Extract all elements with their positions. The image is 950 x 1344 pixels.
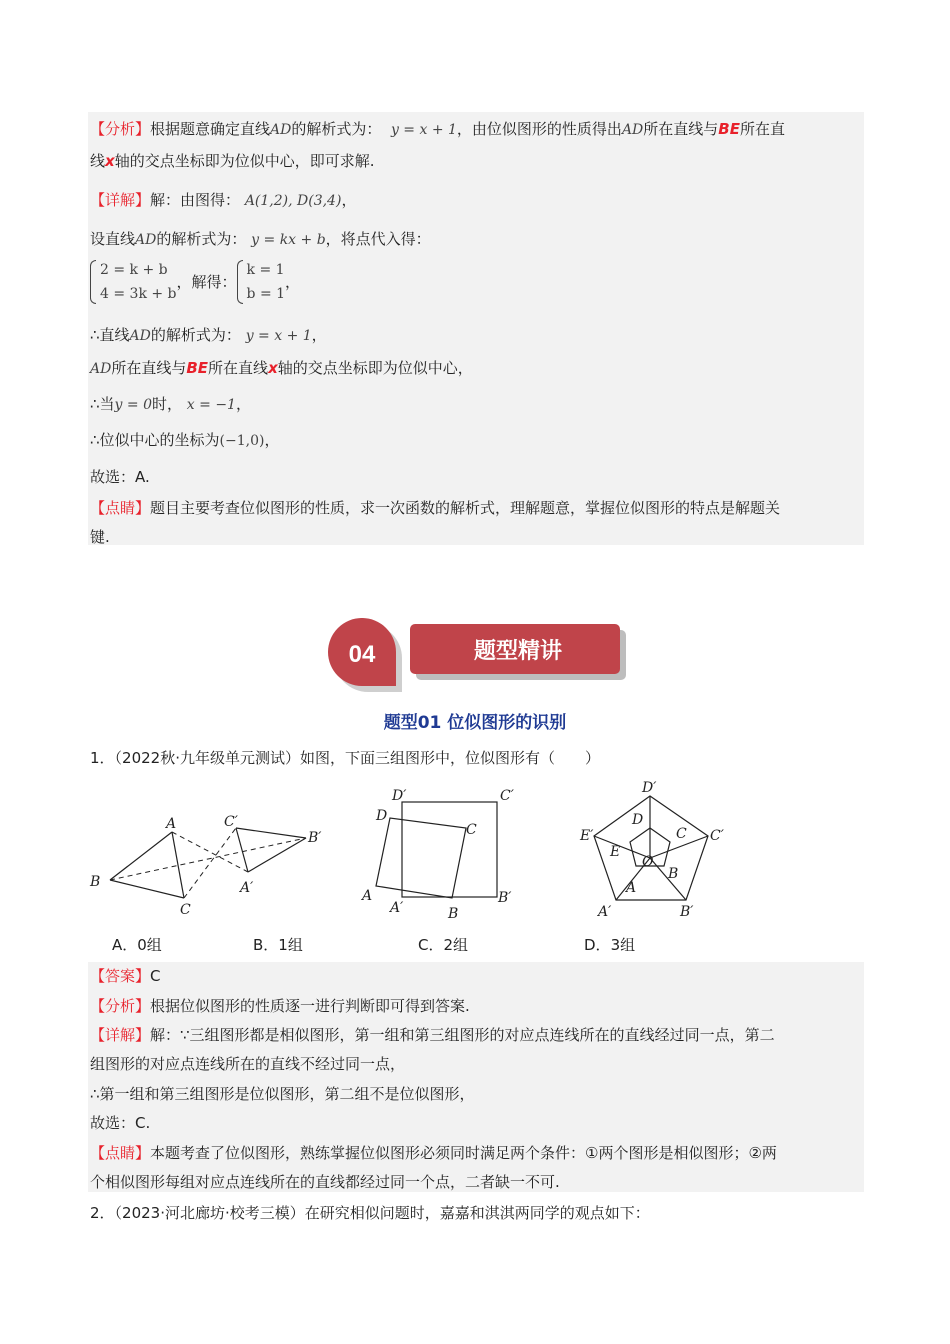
detail-line-therefore-1: ∴直线AD的解析式为： y = x + 1，: [90, 326, 327, 344]
fig2-label-A-prime: A′: [390, 900, 404, 916]
option-d[interactable]: D．3组: [584, 936, 636, 954]
fig1-label-C-prime: C′: [224, 814, 238, 830]
fig2-label-C: C: [466, 822, 477, 838]
fig2-label-A: A: [362, 888, 373, 904]
banner-label: 题型精讲: [473, 639, 563, 664]
fig3-label-A: A: [626, 880, 637, 896]
fig3-label-A-prime: A′: [598, 904, 612, 920]
section-title: 题型01 位似图形的识别: [383, 713, 567, 733]
fig1-label-C: C: [180, 902, 191, 918]
banner-number: 04: [348, 641, 376, 668]
comment-line-2: 键.: [90, 528, 110, 546]
detail-line-choose: 故选：A.: [90, 468, 150, 486]
fig1-label-B-prime: B′: [308, 830, 322, 846]
q1-answer-line: 【答案】C: [90, 967, 161, 985]
q1-comment-line-1: 【点睛】本题考查了位似图形，熟练掌握位似图形必须同时满足两个条件：①两个图形是相似图形；②两: [90, 1144, 777, 1162]
fig3-label-C: C: [676, 826, 687, 842]
detail-line-2: 设直线AD的解析式为： y = kx + b，将点代入得：: [90, 230, 431, 248]
comment-line-1: 【点睛】题目主要考查位似图形的性质，求一次函数的解析式，理解题意，掌握位似图形的特点是解题关: [90, 499, 781, 517]
detail-line-1: 【详解】解：由图得： A(1,2), D(3,4)，: [90, 191, 357, 209]
fig3-label-E-prime: E′: [580, 828, 594, 844]
equation-system-line: 2 = k + b 4 = 3k + b ，解得： k = 1 b = 1 ，: [90, 258, 300, 306]
q1-detail-line-3: ∴第一组和第三组图形是位似图形，第二组不是位似图形，: [90, 1085, 475, 1103]
fig2-label-B: B: [448, 906, 459, 922]
analysis-line-1: 【分析】根据题意确定直线AD的解析式为： y = x + 1，由位似图形的性质得出AD所在直线与BE所在直: [90, 120, 785, 138]
detail-line-center: ∴位似中心的坐标为(−1,0)，: [90, 431, 280, 449]
q1-detail-line-1: 【详解】解：∵三组图形都是相似图形，第一组和第三组图形的对应点连线所在的直线经过同一点，第二: [90, 1026, 775, 1044]
analysis-line-2: 线x轴的交点坐标即为位似中心，即可求解.: [90, 152, 375, 170]
figure-group-3: [578, 780, 748, 925]
option-a[interactable]: A．0组: [112, 936, 162, 954]
section-banner: [322, 618, 632, 698]
question-2-text: 2．（2023·河北廊坊·校考三模）在研究相似问题时，嘉嘉和淇淇两同学的观点如下：: [90, 1204, 650, 1222]
figure-group-2: [356, 780, 526, 925]
fig2-label-D-prime: D′: [392, 788, 407, 804]
detail-line-ad-be: AD所在直线与BE所在直线x轴的交点坐标即为位似中心，: [90, 359, 473, 377]
q1-detail-line-4: 故选：C.: [90, 1114, 151, 1132]
fig3-label-E: E: [610, 844, 621, 860]
option-c[interactable]: C．2组: [418, 936, 469, 954]
fig3-label-B: B: [668, 866, 679, 882]
q1-detail-line-2: 组图形的对应点连线所在的直线不经过同一点，: [90, 1055, 406, 1073]
fig2-label-D: D: [376, 808, 388, 824]
fig3-label-C-prime: C′: [710, 828, 724, 844]
option-b[interactable]: B．1组: [253, 936, 303, 954]
fig3-label-D: D: [632, 812, 644, 828]
fig3-label-B-prime: B′: [680, 904, 694, 920]
fig3-label-D-prime: D′: [642, 780, 657, 796]
fig1-label-A-prime: A′: [240, 880, 254, 896]
fig1-label-B: B: [90, 874, 101, 890]
detail-line-when: ∴当y = 0时， x = −1，: [90, 395, 251, 413]
question-1-text: 1．（2022秋·九年级单元测试）如图，下面三组图形中，位似图形有（ ）: [90, 749, 600, 767]
fig2-label-B-prime: B′: [498, 890, 512, 906]
figure-group-1: [86, 780, 336, 920]
system-brace-2: k = 1 b = 1: [237, 258, 286, 306]
fig3-label-O: O: [642, 854, 654, 870]
system-brace-1: 2 = k + b 4 = 3k + b: [90, 258, 177, 306]
q1-comment-line-2: 个相似图形每组对应点连线所在的直线都经过同一个点，二者缺一不可.: [90, 1173, 560, 1191]
q1-analysis-line: 【分析】根据位似图形的性质逐一进行判断即可得到答案.: [90, 997, 470, 1015]
fig2-label-C-prime: C′: [500, 788, 514, 804]
fig1-label-A: A: [166, 816, 177, 832]
